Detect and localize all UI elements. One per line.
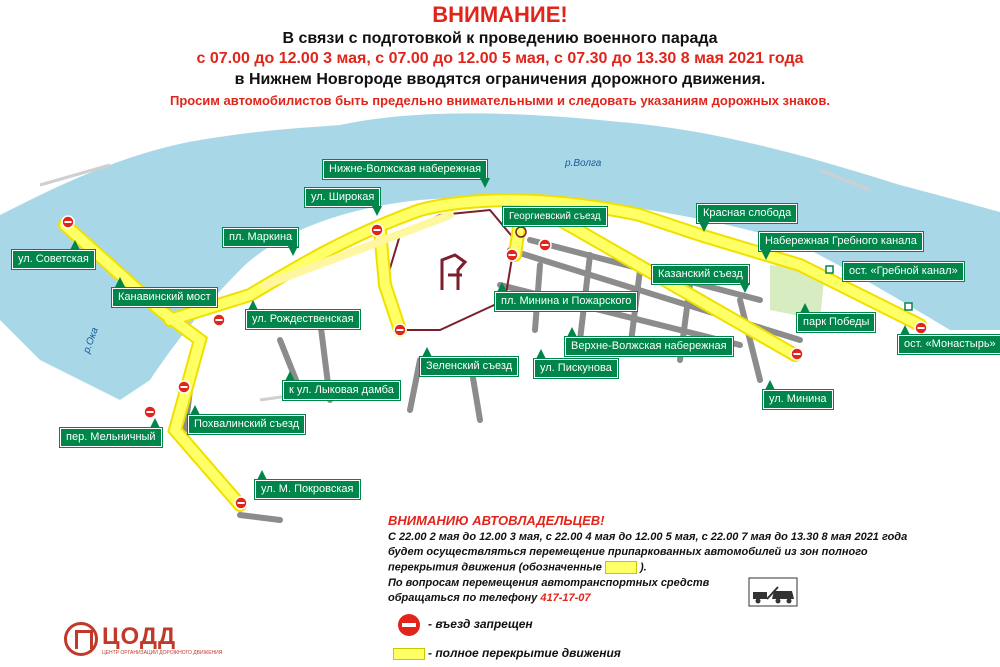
- header-dates: с 07.00 до 12.00 3 мая, с 07.00 до 12.00 5 мая, с 07.30 до 13.30 8 мая 2021 года: [196, 50, 804, 67]
- label-zelensky: Зеленский съезд: [420, 357, 518, 376]
- bus-stop-marker: [826, 266, 833, 273]
- label-sovetskaya: ул. Советская: [12, 250, 95, 269]
- label-georgievsky: Георгиевский съезд: [503, 207, 607, 226]
- notice-title: ВНИМАНИЮ АВТОВЛАДЕЛЬЦЕВ!: [388, 513, 605, 528]
- label-grebnoy-embankment: Набережная Гребного канала: [759, 232, 923, 251]
- label-shirokaya: ул. Широкая: [305, 188, 380, 207]
- label-kazansky: Казанский съезд: [652, 265, 749, 284]
- notice-phone: 417-17-07: [540, 592, 591, 604]
- label-stop-monastyr: ост. «Монастырь»: [898, 335, 1000, 354]
- label-rozhdestvenskaya: ул. Рождественская: [246, 310, 360, 329]
- label-piskunova: ул. Пискунова: [534, 359, 618, 378]
- label-pokrovskaya: ул. М. Покровская: [255, 480, 360, 499]
- notice-line-3-end: ).: [640, 561, 647, 574]
- closure-swatch: [605, 561, 637, 574]
- legend-no-entry: - въезд запрещен: [428, 617, 533, 631]
- no-entry-icon: [398, 614, 420, 636]
- notice-line-1: С 22.00 2 мая до 12.00 3 мая, с 22.00 4 мая до 12.00 5 мая, с 22.00 7 мая до 13.30 8 мая 2021 года: [388, 531, 908, 543]
- notice-phone-text: обращаться по телефону: [388, 592, 538, 604]
- header-line-1: В связи с подготовкой к проведению военного парада: [282, 30, 718, 47]
- label-verkhne-volzhskaya: Верхне-Волжская набережная: [565, 337, 733, 356]
- logo-subtitle: ЦЕНТР ОРГАНИЗАЦИИ ДОРОЖНОГО ДВИЖЕНИЯ: [102, 650, 223, 656]
- label-minina-pozharskogo: пл. Минина и Пожарского: [495, 292, 637, 311]
- label-stop-grebnoy: ост. «Гребной канал»: [843, 262, 964, 281]
- tow-truck-icon: [748, 577, 798, 607]
- label-kanavinsky: Канавинский мост: [112, 288, 217, 307]
- logo-emblem: [64, 622, 98, 656]
- notice-line-5: [388, 592, 591, 604]
- label-park-pobedy: парк Победы: [797, 313, 875, 332]
- notice-line-2: будет осуществляться перемещение припаркованных автомобилей из зон полного: [388, 546, 868, 558]
- label-melnichny: пер. Мельничный: [60, 428, 162, 447]
- river-label-oka: р.Ока: [81, 326, 101, 355]
- legend-closure: - полное перекрытие движения: [428, 646, 621, 660]
- label-lykova-damba: к ул. Лыковая дамба: [283, 381, 400, 400]
- label-nizhne-volzhskaya: Нижне-Волжская набережная: [323, 160, 487, 179]
- closure-legend-swatch: [393, 648, 425, 660]
- notice-line-3: [388, 561, 647, 574]
- alert-title: ВНИМАНИЕ!: [432, 2, 568, 27]
- bus-stop-marker: [905, 303, 912, 310]
- label-pokhvalinsky: Похвалинский съезд: [188, 415, 305, 434]
- notice-line-4: По вопросам перемещения автотранспортных средств: [388, 577, 710, 589]
- logo-name: ЦОДД: [102, 623, 177, 650]
- notice-line-3-text: перекрытия движения (обозначенные: [388, 561, 602, 574]
- header-line-3: в Нижнем Новгороде вводятся ограничения дорожного движения.: [234, 71, 766, 88]
- label-markina: пл. Маркина: [223, 228, 298, 247]
- kremlin-emblem: [442, 255, 465, 290]
- river-label-volga: р.Волга: [565, 158, 602, 169]
- header-line-4: Просим автомобилистов быть предельно внимательными и следовать указаниям дорожных знаков.: [170, 93, 830, 108]
- label-krasnaya-sloboda: Красная слобода: [697, 204, 797, 223]
- label-minina: ул. Минина: [763, 390, 833, 409]
